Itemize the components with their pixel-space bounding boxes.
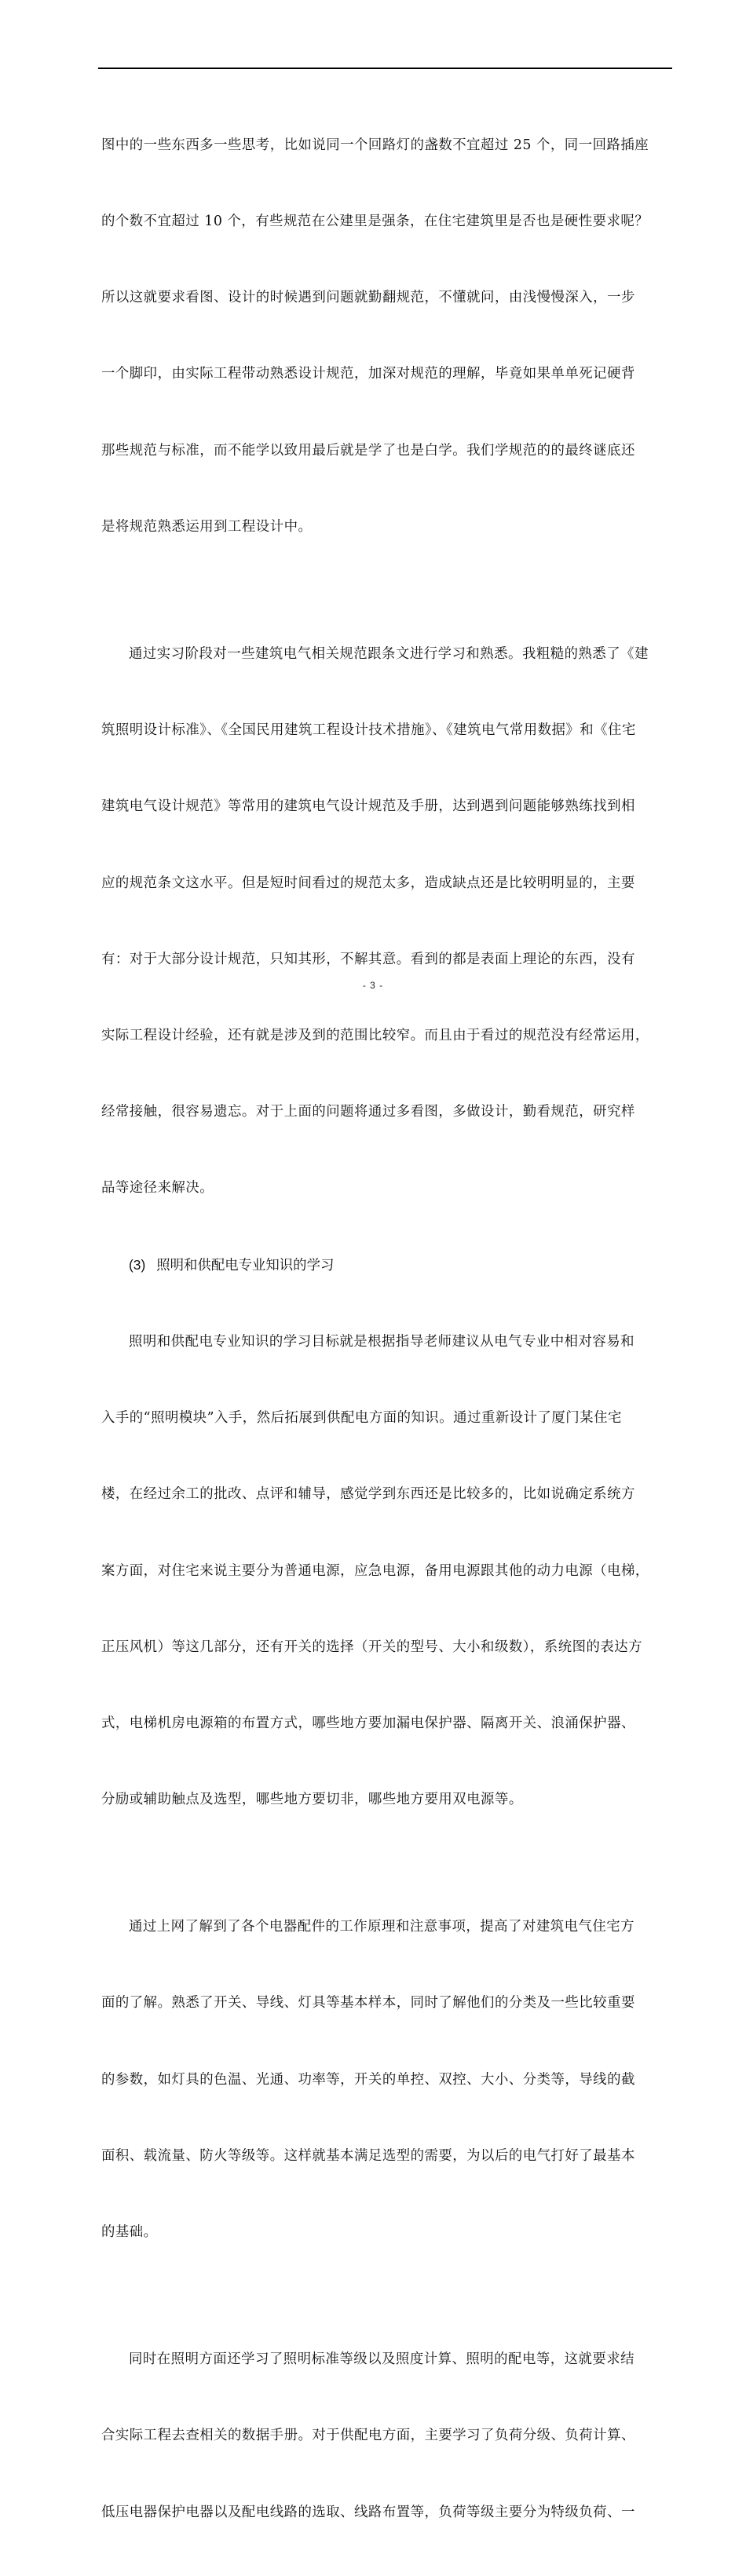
text-line: 经常接触，很容易遗忘。对于上面的问题将通过多看图，多做设计，勤看规范，研究样 xyxy=(101,1104,635,1120)
text-line: 图中的一些东西多一些思考，比如说同一个回路灯的盏数不宜超过 25 个，同一回路插座 xyxy=(101,137,649,153)
paragraph-2 xyxy=(101,590,673,1252)
header-rule xyxy=(98,68,672,69)
section-title: 照明和供配电专业知识的学习 xyxy=(156,1257,335,1273)
page-number: - 3 - xyxy=(362,980,384,991)
text-line: 案方面，对住宅来说主要分为普通电源，应急电源，备用电源跟其他的动力电源（电梯， xyxy=(101,1562,649,1579)
text-line: 那些规范与标准，而不能学以致用最后就是学了也是白学。我们学规范的的最终谜底还 xyxy=(101,442,635,459)
text-line: 品等途径来解决。 xyxy=(101,1180,214,1197)
paragraph-5 xyxy=(101,2296,673,2575)
text-line: 面积、载流量、防火等级等。这样就基本满足选型的需要，为以后的电气打好了最基本 xyxy=(101,2147,635,2164)
text-line: 楼，在经过余工的批改、点评和辅导，感觉学到东西还是比较多的，比如说确定系统方 xyxy=(101,1486,635,1503)
text-line: 有：对于大部分设计规范，只知其形，不解其意。看到的都是表面上理论的东西，没有 xyxy=(101,951,635,967)
text-line: 实际工程设计经验，还有就是涉及到的范围比较窄。而且由于看过的规范没有经常运用， xyxy=(101,1028,649,1044)
text-line: 式，电梯机房电源箱的布置方式，哪些地方要加漏电保护器、隔离开关、浪涌保护器、 xyxy=(101,1716,635,1731)
text-line: 通过上网了解到了各个电器配件的工作原理和注意事项，提高了对建筑电气住宅方 xyxy=(129,1919,635,1935)
text-line: 面的了解。熟悉了开关、导线、灯具等基本样本，同时了解他们的分类及一些比较重要 xyxy=(101,1995,635,2011)
text-line: 同时在照明方面还学习了照明标准等级以及照度计算、照明的配电等，这就要求结 xyxy=(129,2351,635,2368)
text-line: 照明和供配电专业知识的学习目标就是根据指导老师建议从电气专业中相对容易和 xyxy=(129,1333,635,1350)
text-line: 是将规范熟悉运用到工程设计中。 xyxy=(101,518,313,535)
section-heading xyxy=(101,1252,673,1278)
text-line: 一个脚印，由实际工程带动熟悉设计规范，加深对规范的理解，毕竟如果单单死记硬背 xyxy=(101,366,635,382)
text-line: 的个数不宜超过 10 个，有些规范在公建里是强条，在住宅建筑里是否也是硬性要求呢？ xyxy=(101,214,649,230)
text-line: 建筑电气设计规范》等常用的建筑电气设计规范及手册，达到遇到问题能够熟练找到相 xyxy=(101,798,635,815)
text-line: 的参数，如灯具的色温、光通、功率等，开关的单控、双控、大小、分类等，导线的截 xyxy=(101,2071,635,2088)
text-line: 入手的“照明模块”入手，然后拓展到供配电方面的知识。通过重新设计了厦门某住宅 xyxy=(101,1410,622,1427)
text-line: 合实际工程去查相关的数据手册。对于供配电方面，主要学习了负荷分级、负荷计算、 xyxy=(101,2428,635,2444)
text-line: 应的规范条文这水平。但是短时间看过的规范太多，造成缺点还是比较明明显的，主要 xyxy=(101,875,635,891)
text-line: 低压电器保护电器以及配电线路的选取、线路布置等，负荷等级主要分为特级负荷、一 xyxy=(101,2504,635,2520)
paragraph-4 xyxy=(101,1863,673,2296)
section-number: (3) xyxy=(129,1256,146,1273)
text-line: 分励或辅助触点及选型，哪些地方要切非，哪些地方要用双电源等。 xyxy=(101,1792,523,1808)
paragraph-1 xyxy=(101,82,673,590)
text-line: 筑照明设计标准》、《全国民用建筑工程设计技术措施》、《建筑电气常用数据》和《住宅 xyxy=(101,722,636,739)
text-line: 通过实习阶段对一些建筑电气相关规范跟条文进行学习和熟悉。我粗糙的熟悉了《建 xyxy=(129,645,649,662)
paragraph-3 xyxy=(101,1278,673,1863)
text-line: 的基础。 xyxy=(101,2224,158,2241)
page-body xyxy=(101,82,673,2576)
text-line: 所以这就要求看图、设计的时候遇到问题就勤翻规范，不懂就问，由浅慢慢深入，一步 xyxy=(101,290,635,306)
text-line: 正压风机）等这几部分，还有开关的选择（开关的型号、大小和级数），系统图的表达方 xyxy=(101,1639,643,1655)
